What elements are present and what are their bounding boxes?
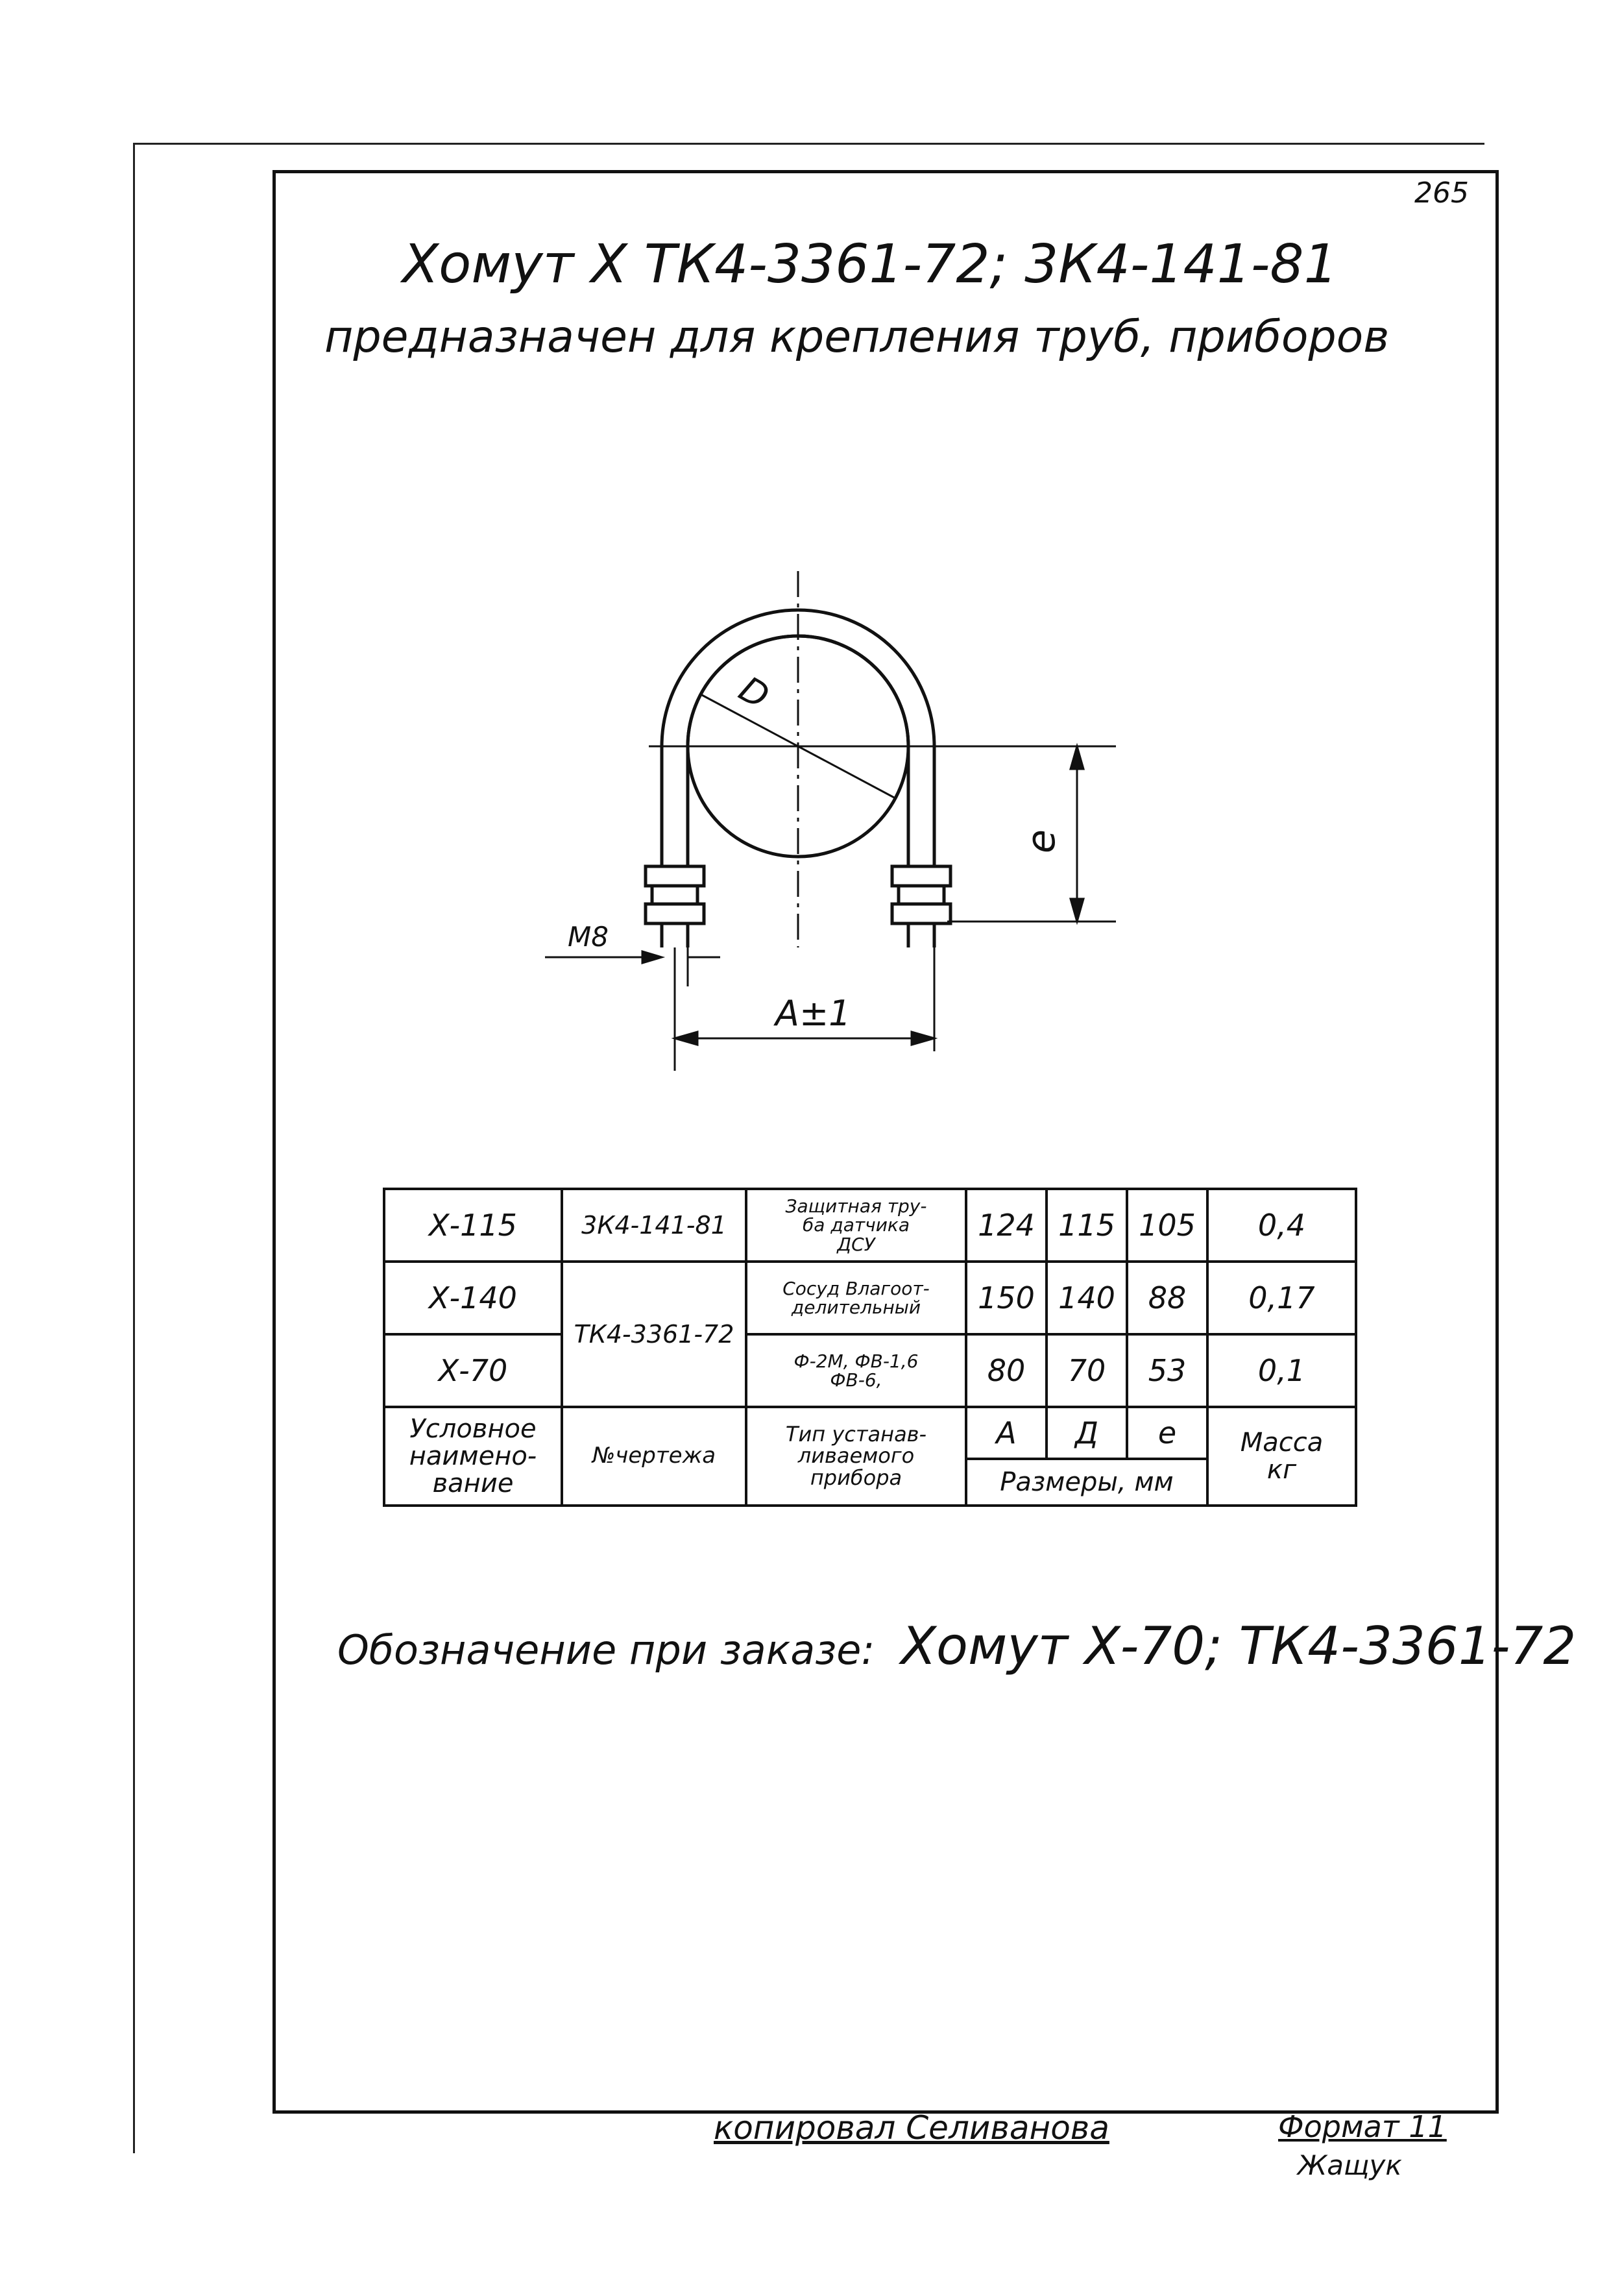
thread-label: M8 xyxy=(568,921,609,953)
device-type-line: ба датчика xyxy=(803,1214,910,1236)
header-name xyxy=(384,1407,562,1506)
header-drawing-no: №чертежа xyxy=(562,1407,746,1506)
device-type-line: Защитная тру- xyxy=(785,1195,927,1217)
order-label: Обозначение при заказе: xyxy=(337,1626,875,1674)
device-type-line: Сосуд Влагоот- xyxy=(782,1277,930,1299)
right-nut-lower xyxy=(892,904,950,923)
header-dimensions: Размеры, мм xyxy=(966,1459,1207,1506)
cell-d: 140 xyxy=(1047,1262,1127,1334)
width-label: A±1 xyxy=(775,993,851,1034)
order-value: Хомут Х-70; ТК4-3361-72 xyxy=(901,1616,1577,1676)
diameter-label: D xyxy=(732,668,777,718)
height-label: e xyxy=(1019,829,1064,853)
cell-mass: 0,4 xyxy=(1207,1189,1356,1262)
right-washer xyxy=(899,886,944,904)
table-row xyxy=(384,1262,1356,1334)
device-type-line: делительный xyxy=(791,1297,921,1318)
copied-by: копировал Селиванова xyxy=(714,2109,1109,2147)
cell-a: 124 xyxy=(966,1189,1047,1262)
header-device-type xyxy=(746,1407,966,1506)
header-d: Д xyxy=(1047,1407,1127,1459)
order-designation xyxy=(337,1616,1576,1676)
table-row xyxy=(384,1334,1356,1407)
cell-device-type xyxy=(746,1334,966,1407)
cell-mass: 0,1 xyxy=(1207,1334,1356,1407)
cell-d: 70 xyxy=(1047,1334,1127,1407)
format-label: Формат 11 xyxy=(1278,2109,1447,2144)
right-nut xyxy=(892,866,950,886)
cell-name: Х-140 xyxy=(384,1262,562,1334)
cell-e: 105 xyxy=(1127,1189,1207,1262)
header-device-type-line: прибора xyxy=(810,1465,902,1490)
spec-table xyxy=(383,1188,1357,1507)
header-device-type-line: Тип устанав- xyxy=(785,1421,927,1447)
device-type-line: Ф-2М, ФВ-1,6 xyxy=(793,1350,919,1372)
page-subtitle: предназначен для крепления труб, приборов xyxy=(324,311,1390,363)
header-name-line: вание xyxy=(432,1469,514,1498)
cell-d: 115 xyxy=(1047,1189,1127,1262)
header-mass-line: Масса xyxy=(1240,1428,1324,1458)
table-header-row xyxy=(384,1407,1356,1459)
header-mass xyxy=(1207,1407,1356,1506)
cell-e: 88 xyxy=(1127,1262,1207,1334)
drawing-frame xyxy=(272,170,1499,2114)
cell-drawing-no: 3К4-141-81 xyxy=(562,1189,746,1262)
header-device-type-line: ливаемого xyxy=(797,1443,915,1469)
signature: Жащук xyxy=(1298,2149,1402,2181)
clamp-drawing xyxy=(532,558,1181,1077)
header-e: e xyxy=(1127,1407,1207,1459)
header-a: A xyxy=(966,1407,1047,1459)
page-number: 265 xyxy=(1414,177,1469,210)
cell-drawing-no: ТК4-3361-72 xyxy=(562,1262,746,1407)
clamp-outer-contour xyxy=(662,610,934,850)
header-name-line: Условное xyxy=(409,1414,537,1444)
left-nut-lower xyxy=(646,904,704,923)
device-type-line: ФВ-6, xyxy=(830,1369,882,1391)
cell-name: Х-70 xyxy=(384,1334,562,1407)
device-type-line: ДСУ xyxy=(837,1233,875,1255)
left-washer xyxy=(652,886,697,904)
page-title: Хомут Х ТК4-3361-72; 3К4-141-81 xyxy=(402,234,1338,295)
cell-device-type xyxy=(746,1262,966,1334)
cell-mass: 0,17 xyxy=(1207,1262,1356,1334)
header-mass-line: кг xyxy=(1266,1455,1297,1485)
left-nut xyxy=(646,866,704,886)
cell-a: 150 xyxy=(966,1262,1047,1334)
cell-name: Х-115 xyxy=(384,1189,562,1262)
table-row xyxy=(384,1189,1356,1262)
cell-a: 80 xyxy=(966,1334,1047,1407)
header-name-line: наимено- xyxy=(409,1441,537,1471)
cell-device-type xyxy=(746,1189,966,1262)
cell-e: 53 xyxy=(1127,1334,1207,1407)
